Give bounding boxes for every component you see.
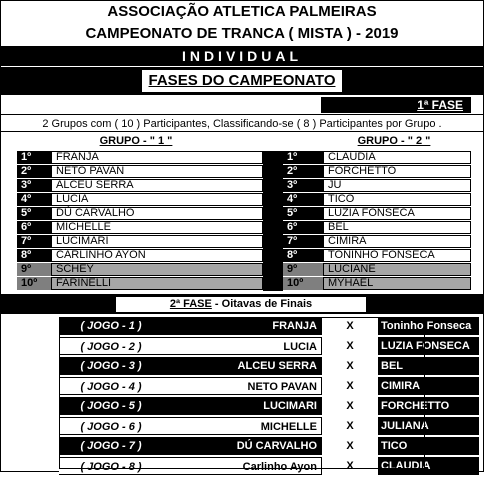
match-player2: BEL	[379, 357, 479, 375]
group1-rank: 8º	[17, 249, 63, 262]
phase2-subtitle: - Oitavas de Finais	[214, 298, 313, 310]
section-title: FASES DO CAMPEONATO	[142, 70, 342, 92]
match-player1: LUCIMARI	[163, 397, 321, 415]
group2-rank: 2º	[283, 165, 329, 178]
phase2-label: 2ª FASE	[169, 298, 212, 310]
group2-rank: 1º	[283, 151, 329, 164]
category-banner: INDIVIDUAL	[1, 46, 483, 66]
group2-player: TICO	[323, 193, 471, 206]
match-vs: X	[321, 397, 379, 415]
group1-player: ALCEU SERRA	[51, 179, 263, 192]
group-row-eliminated	[1, 277, 483, 291]
match-row	[59, 437, 425, 457]
group2-rank: 9º	[283, 263, 329, 276]
group-row-eliminated	[1, 263, 483, 277]
group1-rank: 3º	[17, 179, 63, 192]
match-vs: X	[321, 317, 379, 335]
section-banner	[1, 67, 483, 95]
match-row	[59, 417, 429, 437]
group1-title: GRUPO - " 1 "	[99, 135, 173, 147]
matches-table	[59, 317, 472, 477]
group2-player: CIMIRA	[323, 235, 471, 248]
group-row	[1, 151, 483, 165]
match-row	[59, 457, 431, 477]
match-row	[59, 317, 472, 337]
match-game: ( JOGO - 2 )	[59, 337, 163, 355]
group2-rank: 8º	[283, 249, 329, 262]
group2-title: GRUPO - " 2 "	[357, 135, 431, 147]
match-game: ( JOGO - 1 )	[59, 317, 163, 335]
group2-player: TONINHO FONSECA	[323, 249, 471, 262]
match-row	[59, 337, 470, 357]
group2-rank: 4º	[283, 193, 329, 206]
group2-player: JU	[323, 179, 471, 192]
group2-player: LUZIA FONSECA	[323, 207, 471, 220]
group2-player: CLAUDIA	[323, 151, 471, 164]
club-name: ASSOCIAÇÃO ATLETICA PALMEIRAS	[107, 3, 377, 20]
group-row	[1, 207, 483, 221]
group2-rank: 3º	[283, 179, 329, 192]
match-player2: CIMIRA	[379, 377, 479, 395]
group-row	[1, 179, 483, 193]
match-game: ( JOGO - 4 )	[59, 377, 163, 395]
group2-player: BEL	[323, 221, 471, 234]
match-game: ( JOGO - 6 )	[59, 417, 163, 435]
match-game: ( JOGO - 8 )	[59, 457, 163, 475]
group-row	[1, 165, 483, 179]
group1-rank: 5º	[17, 207, 63, 220]
match-player2: LUZIA FONSECA	[379, 337, 479, 355]
group1-rank: 6º	[17, 221, 63, 234]
match-player1: LUCIA	[163, 337, 321, 355]
match-game: ( JOGO - 5 )	[59, 397, 163, 415]
match-row	[59, 357, 425, 377]
group2-player: FORCHETTO	[323, 165, 471, 178]
match-game: ( JOGO - 7 )	[59, 437, 163, 455]
group-row	[1, 249, 483, 263]
groups-table	[1, 151, 483, 291]
group1-player: CARLINHO AYON	[51, 249, 263, 262]
match-game: ( JOGO - 3 )	[59, 357, 163, 375]
group-row	[1, 235, 483, 249]
match-vs: X	[321, 377, 379, 395]
group1-player: MICHELLE	[51, 221, 263, 234]
phase1-label: 1ª FASE	[321, 97, 471, 113]
group1-player: FRANJA	[51, 151, 263, 164]
match-player1: ALCEU SERRA	[163, 357, 321, 375]
group-row	[1, 193, 483, 207]
match-player2: TICO	[379, 437, 479, 455]
match-row	[59, 397, 450, 417]
phase2-heading	[116, 297, 366, 312]
group1-rank: 2º	[17, 165, 63, 178]
match-player2: CLAUDIA	[379, 457, 479, 475]
group1-rank: 10º	[17, 277, 63, 290]
match-vs: X	[321, 417, 379, 435]
phase1-description: 2 Grupos com ( 10 ) Participantes, Classificando-se ( 8 ) Participantes por Grupo .	[1, 114, 483, 132]
match-player1: NETO PAVAN	[163, 377, 321, 395]
group1-player: DÚ CARVALHO	[51, 207, 263, 220]
group1-player: LUCIA	[51, 193, 263, 206]
match-player2: FORCHETTO	[379, 397, 479, 415]
match-player1: DÚ CARVALHO	[163, 437, 321, 455]
group2-player: MYHAEL	[323, 277, 471, 290]
group1-rank: 1º	[17, 151, 63, 164]
group1-player: LUCIMARI	[51, 235, 263, 248]
match-player2: JULIANA	[379, 417, 479, 435]
championship-title: CAMPEONATO DE TRANCA ( MISTA ) - 2019	[85, 25, 399, 42]
group1-player: FARINELLI	[51, 277, 263, 290]
match-player1: FRANJA	[163, 317, 321, 335]
match-player1: Carlinho Ayon	[163, 457, 321, 475]
group1-rank: 9º	[17, 263, 63, 276]
group2-rank: 7º	[283, 235, 329, 248]
group1-player: NETO PAVAN	[51, 165, 263, 178]
match-vs: X	[321, 457, 379, 475]
group2-rank: 6º	[283, 221, 329, 234]
group2-rank: 10º	[283, 277, 329, 290]
group1-rank: 7º	[17, 235, 63, 248]
group1-rank: 4º	[17, 193, 63, 206]
match-player1: MICHELLE	[163, 417, 321, 435]
group-row	[1, 221, 483, 235]
group2-rank: 5º	[283, 207, 329, 220]
match-vs: X	[321, 437, 379, 455]
group1-player: SCHEY	[51, 263, 263, 276]
match-row	[59, 377, 425, 397]
match-vs: X	[321, 337, 379, 355]
match-vs: X	[321, 357, 379, 375]
phase2-banner	[1, 294, 483, 314]
group2-player: LUCIANE	[323, 263, 471, 276]
match-player2: Toninho Fonseca	[379, 317, 479, 335]
